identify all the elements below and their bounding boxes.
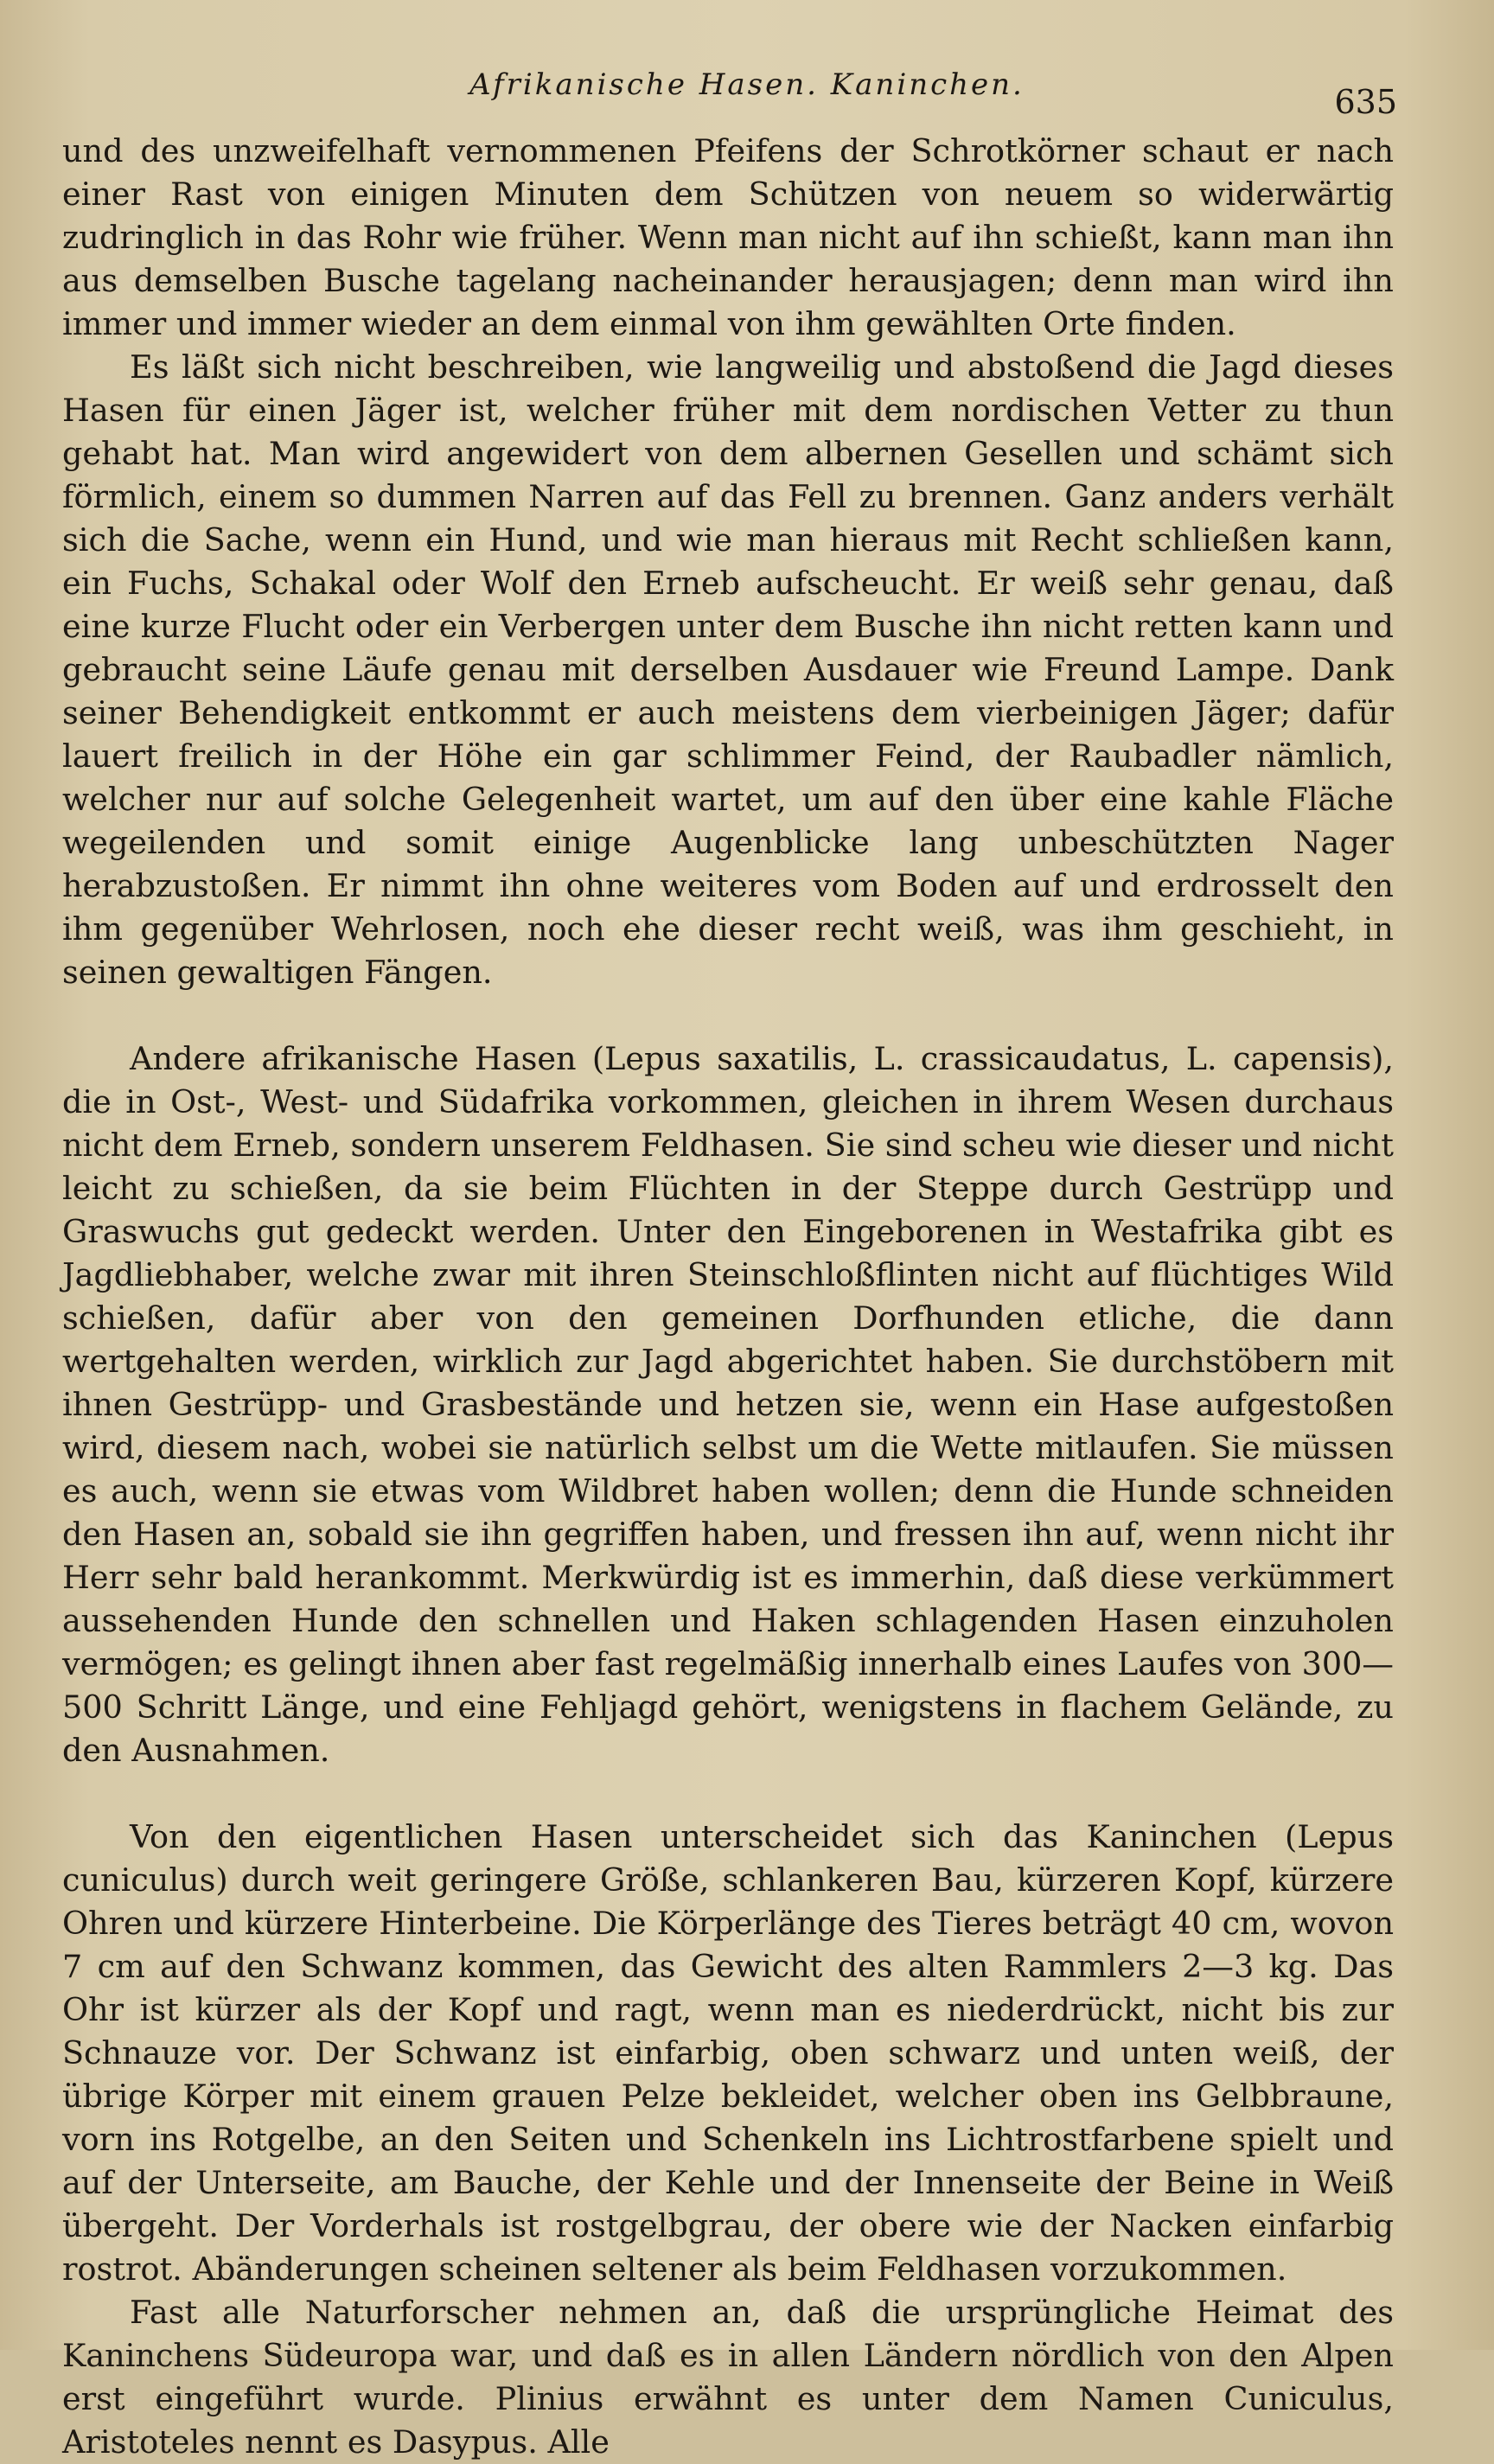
paragraph: Es läßt sich nicht beschreiben, wie langweilig und abstoßend die Jagd dieses Hasen für einen Jäger ist, welcher früher mit dem nordischen Vetter zu thun gehabt hat. Man wird angewidert von dem albernen Gesellen und schämt sich förmlich, einem so dummen Narren auf das Fell zu brennen. Ganz anders verhält sich die Sache, wenn ein Hund, und wie man hieraus mit Recht schließen kann, ein Fuchs, Schakal oder Wolf den Erneb aufscheucht. Er weiß sehr genau, daß eine kurze Flucht oder ein Verbergen unter dem Busche ihn nicht retten kann und gebraucht seine Läufe genau mit derselben Ausdauer wie Freund Lampe. Dank seiner Behendigkeit entkommt er auch meistens dem vierbeinigen Jäger; dafür lauert freilich in der Höhe ein gar schlimmer Feind, der Raubadler nämlich, welcher nur auf solche Gelegenheit wartet, um auf den über eine kahle Fläche wegeilenden und somit einige Augenblicke lang unbeschützten Nager herabzustoßen. Er nimmt ihn ohne weiteres vom Boden auf und erdrosselt den ihm gegenüber Wehrlosen, noch ehe dieser recht weiß, was ihm geschieht, in seinen gewaltigen Fängen.	[62, 348, 1394, 991]
paragraph: und des unzweifelhaft vernommenen Pfeifens der Schrotkörner schaut er nach einer Rast von einigen Minuten dem Schützen von neuem so widerwärtig zudringlich in das Rohr wie früher. Wenn man nicht auf ihn schießt, kann man ihn aus demselben Busche tagelang nacheinander herausjagen; denn man wird ihn immer und immer wieder an dem einmal von ihm gewählten Orte finden.	[62, 132, 1394, 342]
paragraph: Andere afrikanische Hasen (Lepus saxatilis, L. crassicaudatus, L. capensis), die in Ost-, West- und Südafrika vorkommen, gleichen in ihrem Wesen durchaus nicht dem Erneb, sondern unserem Feldhasen. Sie sind scheu wie dieser und nicht leicht zu schießen, da sie beim Flüchten in der Steppe durch Gestrüpp und Graswuchs gut gedeckt werden. Unter den Eingeborenen in Westafrika gibt es Jagdliebhaber, welche zwar mit ihren Steinschloßflinten nicht auf flüchtiges Wild schießen, dafür aber von den gemeinen Dorfhunden etliche, die dann wertgehalten werden, wirklich zur Jagd abgerichtet haben. Sie durchstöbern mit ihnen Gestrüpp- und Grasbestände und hetzen sie, wenn ein Hase aufgestoßen wird, diesem nach, wobei sie natürlich selbst um die Wette mitlaufen. Sie müssen es auch, wenn sie etwas vom Wildbret haben wollen; denn die Hunde schneiden den Hasen an, sobald sie ihn gegriffen haben, und fressen ihn auf, wenn nicht ihr Herr sehr bald herankommt. Merkwürdig ist es immerhin, daß diese verkümmert aussehenden Hunde den schnellen und Haken schlagenden Hasen einzuholen vermögen; es gelingt ihnen aber fast regelmäßig innerhalb eines Laufes von 300—500 Schritt Länge, und eine Fehljagd gehört, wenigstens in flachem Gelände, zu den Ausnahmen.	[62, 1040, 1394, 1769]
page-number: 635	[1334, 83, 1397, 121]
body-text	[62, 130, 1394, 2464]
paragraph: Fast alle Naturforscher nehmen an, daß die ursprüngliche Heimat des Kaninchens Südeuropa war, und daß es in allen Ländern nördlich von den Alpen erst eingeführt wurde. Plinius erwähnt es unter dem Namen Cuniculus, Aristoteles nennt es Dasypus. Alle	[62, 2294, 1394, 2461]
paragraph: Von den eigentlichen Hasen unterscheidet sich das Kaninchen (Lepus cuniculus) durch weit geringere Größe, schlankeren Bau, kürzeren Kopf, kürzere Ohren und kürzere Hinterbeine. Die Körperlänge des Tieres beträgt 40 cm, wovon 7 cm auf den Schwanz kommen, das Gewicht des alten Rammlers 2—3 kg. Das Ohr ist kürzer als der Kopf und ragt, wenn man es niederdrückt, nicht bis zur Schnauze vor. Der Schwanz ist einfarbig, oben schwarz und unten weiß, der übrige Körper mit einem grauen Pelze bekleidet, welcher oben ins Gelbbraune, vorn ins Rotgelbe, an den Seiten und Schenkeln ins Lichtrostfarbene spielt und auf der Unterseite, am Bauche, der Kehle und der Innenseite der Beine in Weiß übergeht. Der Vorderhals ist rostgelbgrau, der obere wie der Nacken einfarbig rostrot. Abänderungen scheinen seltener als beim Feldhasen vorzukommen.	[62, 1818, 1394, 2288]
running-title: Afrikanische Hasen. Kaninchen.	[469, 67, 1025, 102]
